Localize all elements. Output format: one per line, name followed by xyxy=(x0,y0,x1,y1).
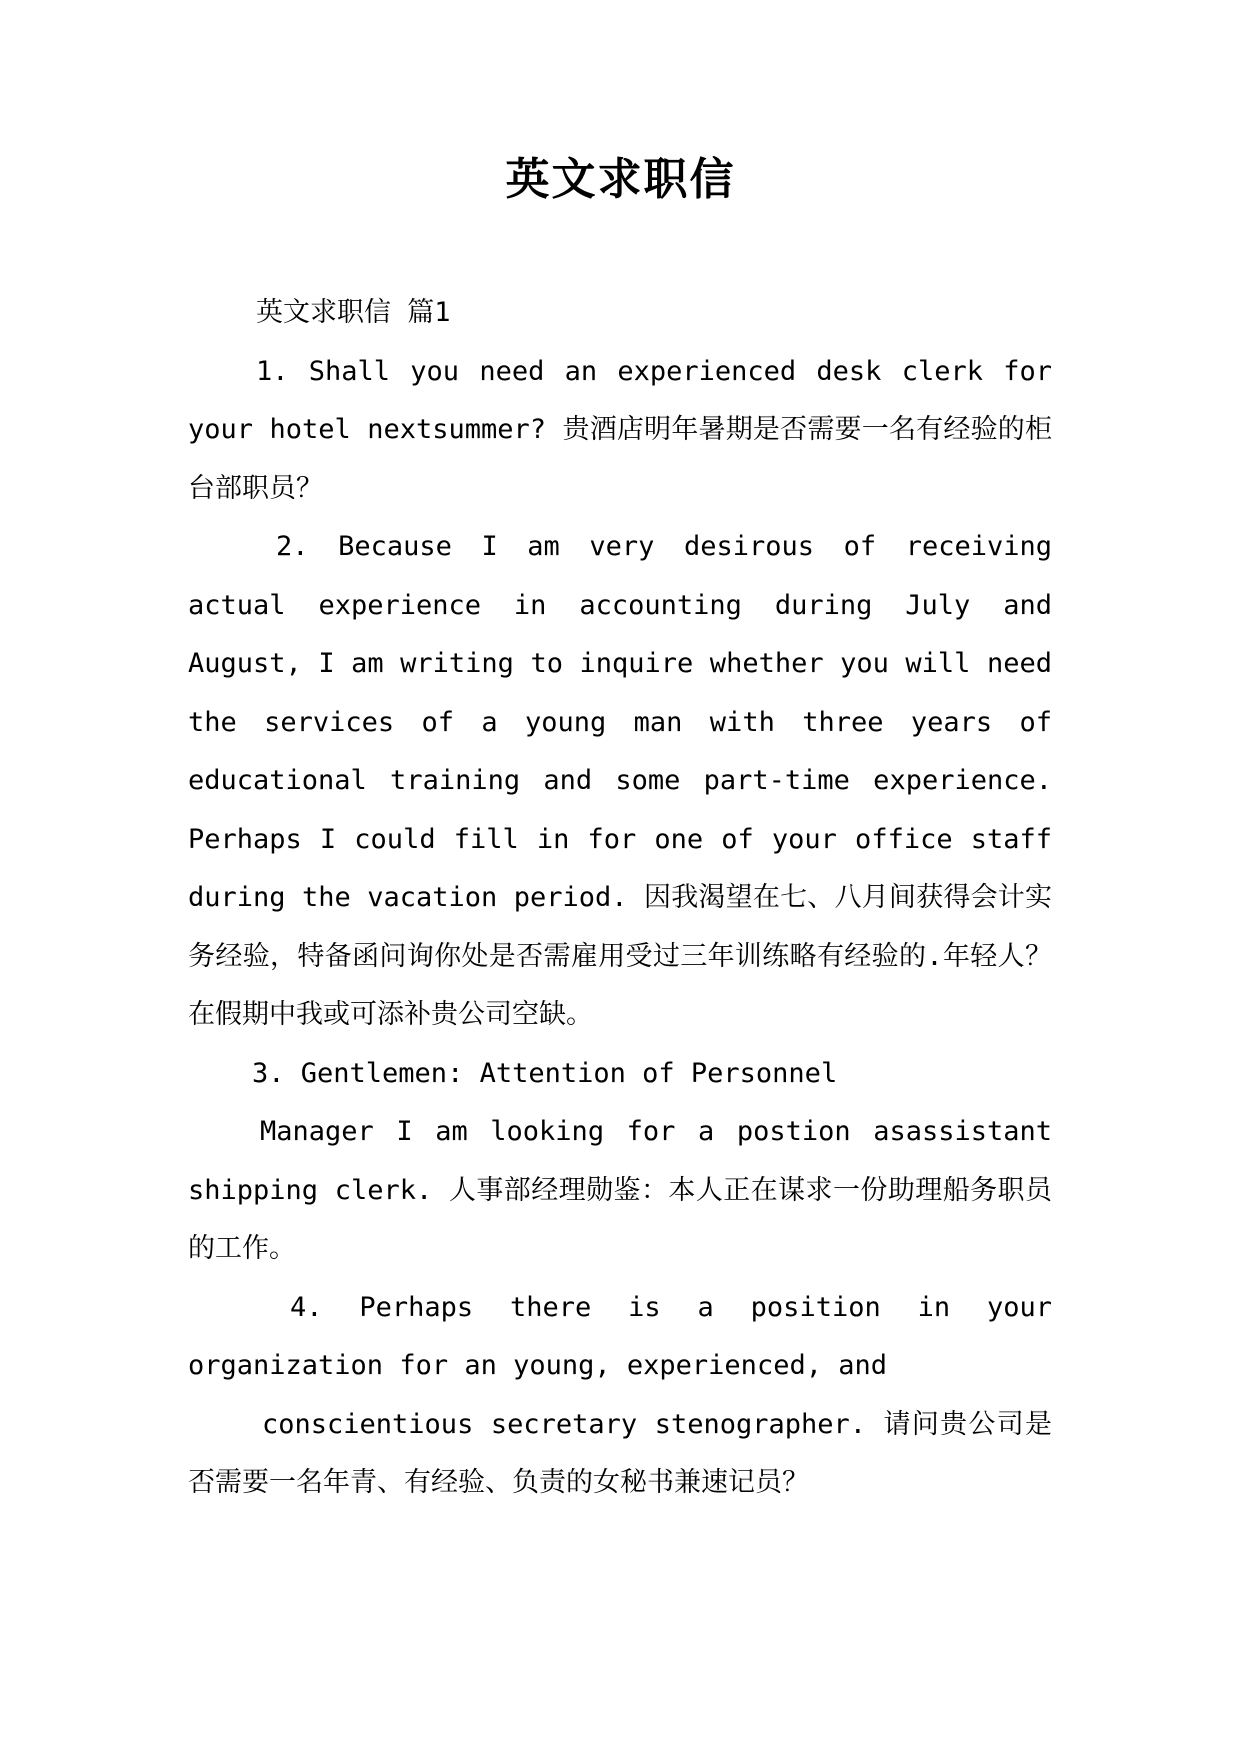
paragraph-item-3-body: Manager I am looking for a postion asassistant shipping clerk. 人事部经理勋鉴：本人正在谋求一份助理船务职员的工作。 xyxy=(188,1116,1052,1264)
paragraph-item-4-part2: conscientious secretary stenographer. 请问贵公司是否需要一名年青、有经验、负责的女秘书兼速记员？ xyxy=(188,1408,1052,1498)
paragraph-item-2: 2. Because I am very desirous of receiving actual experience in accounting during July and August, I am writing to inquire whether you will need the services of a young man with three years of educational training and some part-time experience. Perhaps I could fill in for one of your office staff during the vacation period. 因我渴望在七、八月间获得会计实务经验，特备函问询你处是否需雇用受过三年训练略有经验的.年轻人？在假期中我或可添补贵公司空缺。 xyxy=(188,531,1052,1030)
paragraph-item-3-heading: 3. Gentlemen: Attention of Personnel xyxy=(252,1057,838,1089)
paragraph-item-1: 1. Shall you need an experienced desk clerk for your hotel nextsummer? 贵酒店明年暑期是否需要一名有经验的柜台部职员？ xyxy=(188,355,1052,504)
document-title: 英文求职信 xyxy=(505,154,736,205)
section-heading: 英文求职信 篇1 xyxy=(256,297,451,328)
paragraph-item-4-part1: 4. Perhaps there is a position in your organization for an young, experienced, and xyxy=(188,1291,1052,1381)
document-body xyxy=(188,284,1052,1513)
